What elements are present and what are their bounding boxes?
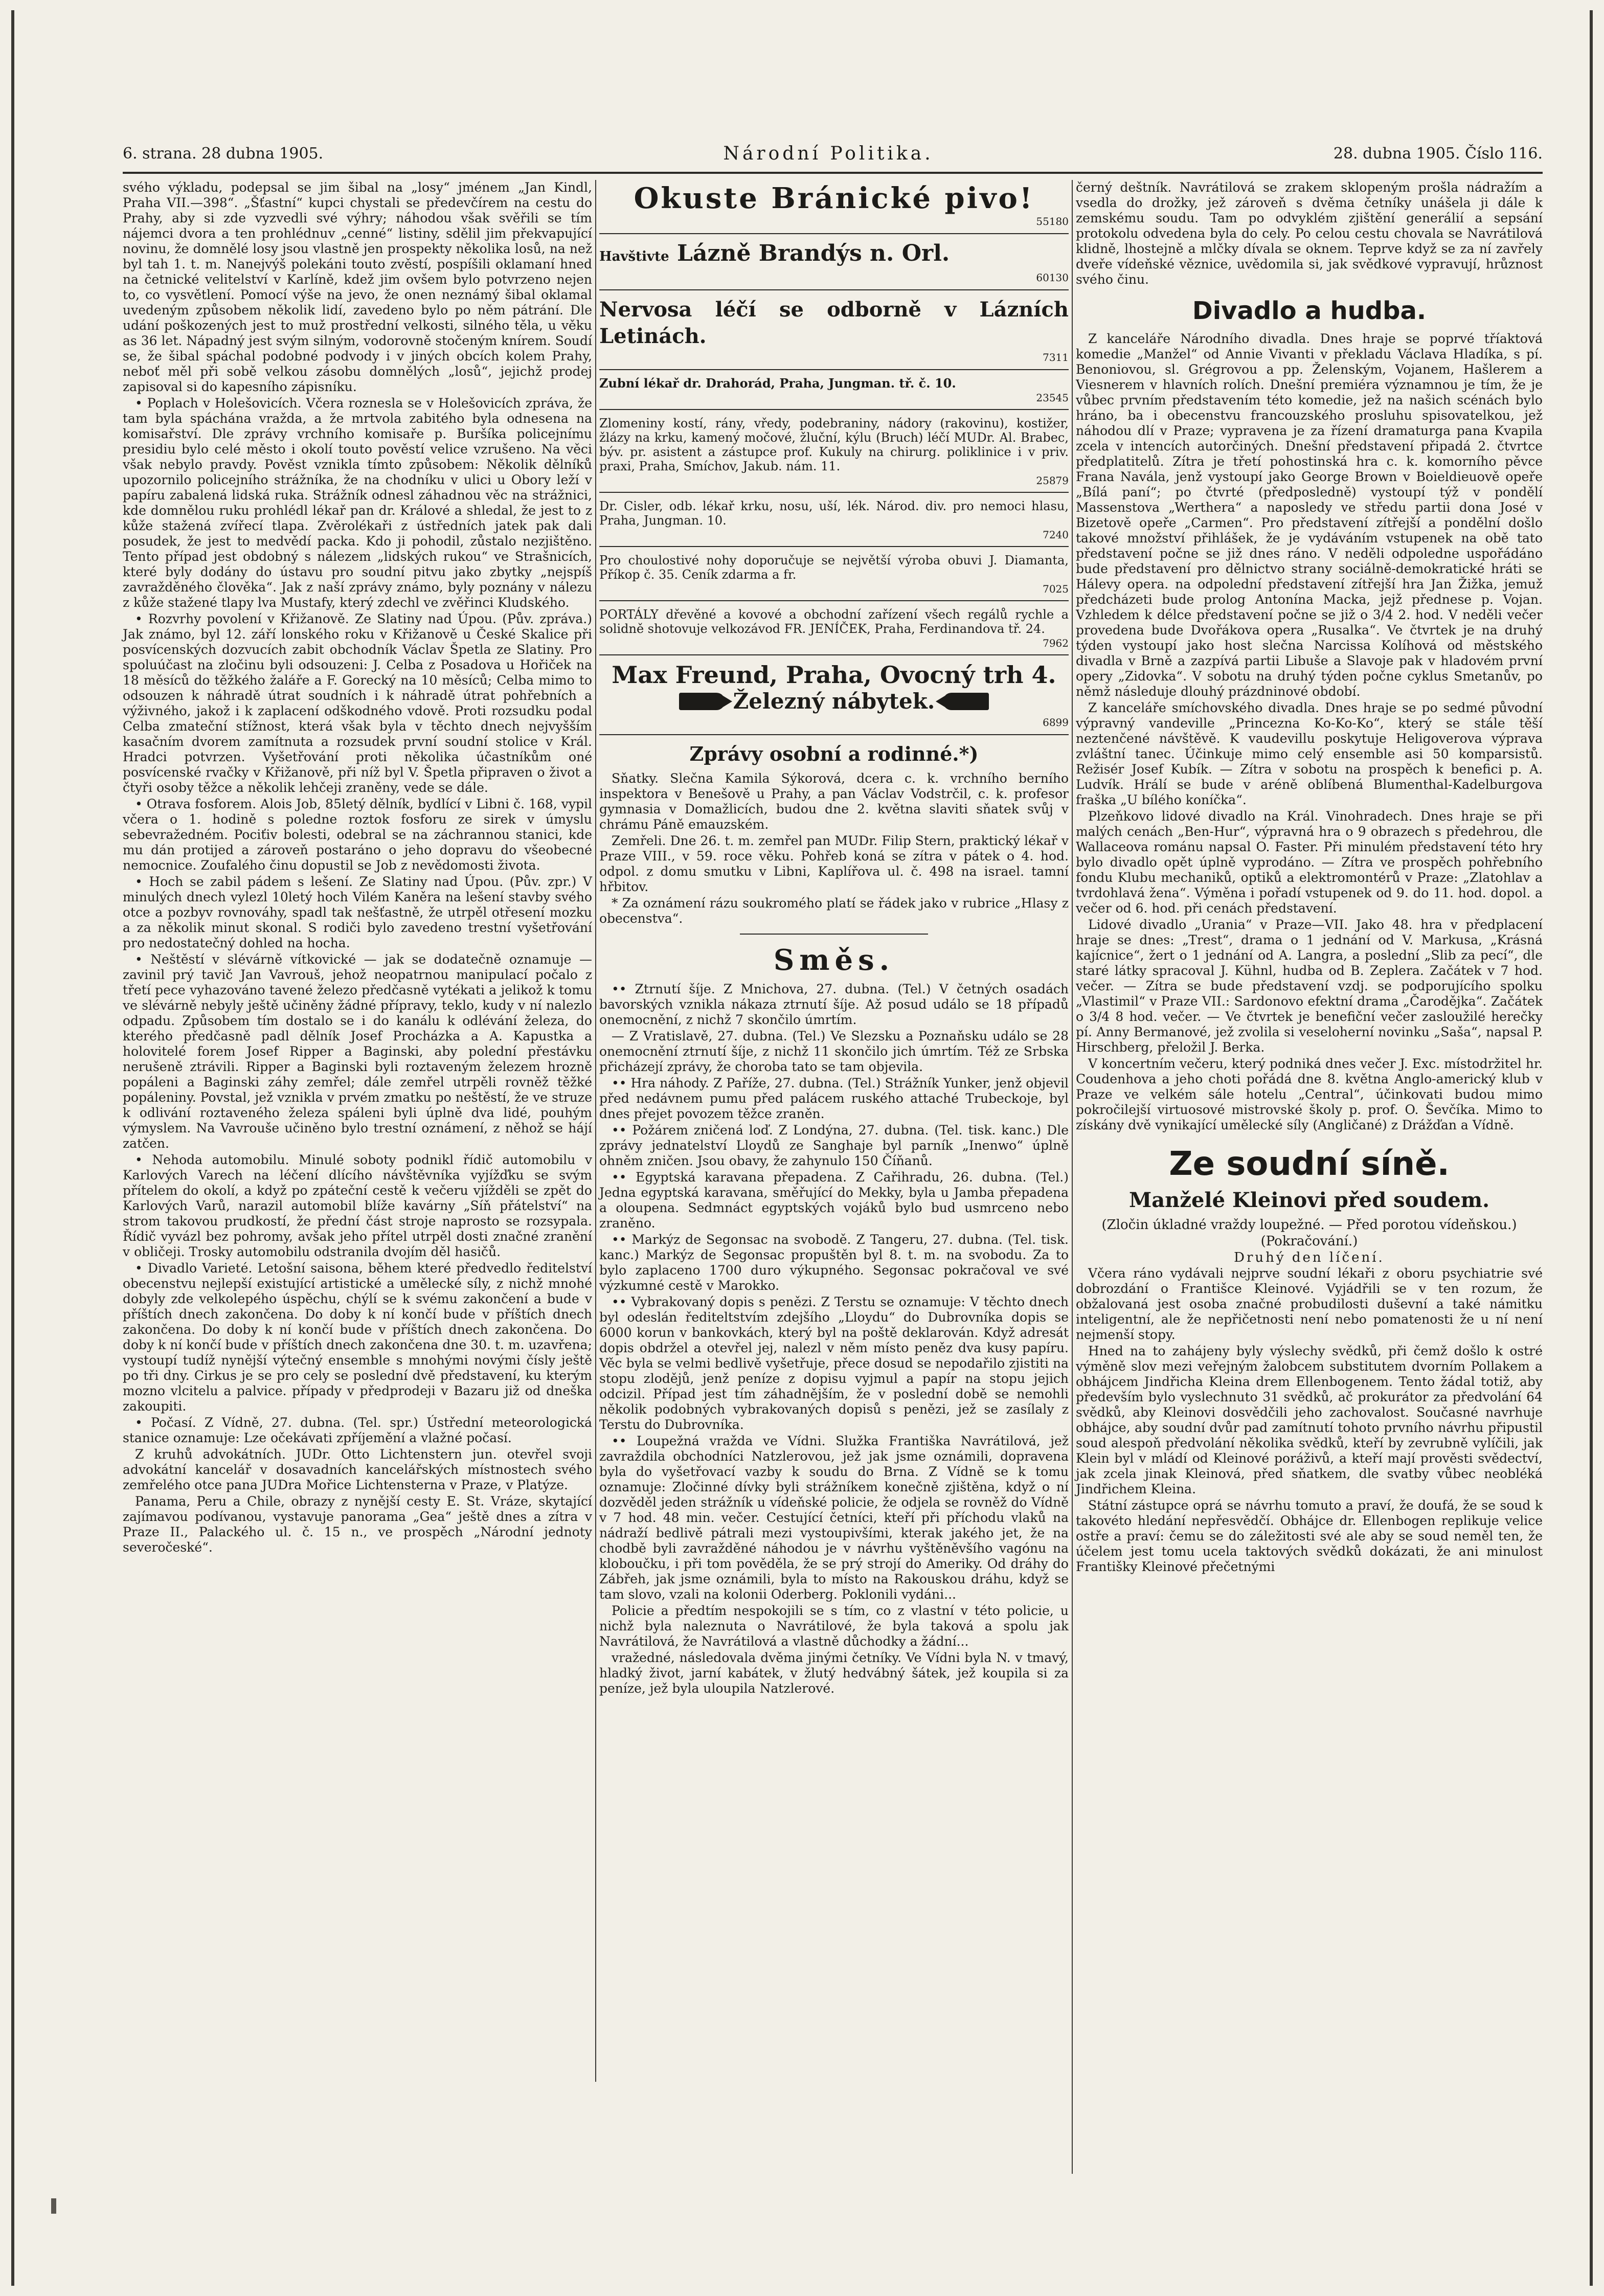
ad-text: Zlomeniny kostí, rány, vředy, podebraniny, nádory (rakovinu), kostižer, žlázy na krku, kamený močové, žluční, kýlu (Bruch) léčí MUDr. Al. Brabec, býv. pr. asistent a zástupce prof. Kukuly na chirurg. poliklinice i v priv. praxi, Praha, Smíchov, Jakub. nám. 11. bbox=[599, 416, 1069, 473]
column-1 bbox=[123, 180, 592, 2082]
ad-number: 6899 bbox=[1043, 716, 1069, 729]
section-divider bbox=[740, 934, 928, 935]
ad-zubni-lekar bbox=[599, 373, 1069, 410]
article-continuation-note: (Pokračování.) bbox=[1260, 1234, 1358, 1249]
article-paragraph: • Hoch se zabil pádem s lešení. Ze Slatiny nad Úpou. (Pův. zpr.) V minulých dnech vylezl 10letý hoch Vilém Kaněra na lešení stavby svého otce a pozbyv rovnováhy, spadl tak nešťastně, že utrpěl otřesení mozku a za několik minut skonal. S rodiči bylo zavedeno trestní vyšetřování pro nedostatečný dohled na hocha. bbox=[123, 874, 592, 950]
ad-prefix: Havštivte bbox=[599, 249, 669, 264]
article-paragraph: Z kanceláře Národního divadla. Dnes hraje se poprvé tříaktová komedie „Manžel“ od Annie Vivanti v překladu Václava Hladíka, s pí. Benoniovou, sl. Grégrovou a pp. Želenským, Vojanem, Hašlerem a Viesnerem v hlavních rolích. Dnešní premiéra významnou je tím, že je vůbec prvním představením této komedie, jež na našich scénách bylo hráno, ba i obecenstvu francouzského prosluhu spisovatelkou, jež náhodou dlí v Praze; vypravena je za řízení dramaturga pana Kvapila zcela v intencích autorčiných. Dnešní představení připadá 2. čtvrtce předplatitelů. Zítra je třetí pohostinská hra c. k. komorního pěvce Frana Navála, jenž vystoupí jako George Brown v Boieldieuově opeře „Bílá paní“; po čtvrté (předposledně) vystoupí týž v pondělí Massenstova „Werthera“ a naposledy ve středu partii dona José v Bizetově opeře „Carmen“. Pro představení zítřejší a pondělní došlo takové množství přihlášek, že je vydáváním vstupenek na obě tato představení počne se již dnes ráno. V neděli odpoledne uspořádáno bude představení pro dělnictvo strany sociálně-demokratické hráti se Hálevy opera. na odpolední představení zítřejší hra Jan Žižka, jemuž předcházeti bude prolog Antonína Macka, jejž přednese p. Vojan. Vzhledem k délce představení počne se již o 3/4 2. hod. V neděli večer provedena bude Dvořákova opera „Rusalka“. Ve čtvrtek je na druhý týden vystoupí jako host slečna Narcissa Kolíhová od městského divadla v Brně a zazpívá partii Libuše a Slavoje pak v hladovém první opery „Zidovka“. V sobotu na druhý týden počne cyklus Smetanův, po němž následuje dlouhý prázdninové období. bbox=[1076, 331, 1543, 699]
column-2 bbox=[599, 180, 1069, 1696]
article-paragraph: Státní zástupce oprá se návrhu tomuto a praví, že doufá, že se soud k takovéto hledání nepřesvědčí. Obhájce dr. Ellenbogen replikuje velice ostře a praví: čemu se do záležitosti své ale aby se soud neměl ten, že účelem jest tomu ucela taktových svědků dokázati, že ani minulost Františky Kleinové přečetnými bbox=[1076, 1498, 1543, 1574]
article-paragraph: svého výkladu, podepsal se jim šibal na „losy“ jménem „Jan Kindl, Praha VII.—398“. „Šťastní“ kupci chystali se předevčírem na cestu do Prahy, aby si zde vyzvedli své výhry; náhodou však svěřili se tím nájemci dvora a ten prohlédnuv „cenné“ listiny, sdělil jim překvapující novinu, že domnělé losy jsou vlastně jen prospekty několika losů, na než byl tah 1. t. m. Nanejvýš polekáni touto zvěstí, pospíšili oklamaní hned na četnické velitelství v Karlíně, kdež jim ovšem bylo potvrzeno nejen to, co vysvětlení. Pomocí výše na jevo, že onen neznámý šibal oklamal uvedeným způsobem několik lidí, zavedeno bylo po něm pátrání. Dle udání poškozených jest to muž prostřední velkosti, silného těla, u věku as 36 let. Nápadný jest svým silným, vodorovně stočeným knírem. Soudí se, že šibal spáchal podobné podvody i v jiných obcích kolem Prahy, neboť měl při sobě velkou zásobu domnělých „losů“, jejichž prodej zapisoval si do kapesního zápisníku. bbox=[123, 180, 592, 394]
section-title-soudni-sin: Ze soudní síně. bbox=[1169, 1145, 1450, 1183]
ad-number: 60130 bbox=[1036, 271, 1069, 284]
pointing-hand-icon bbox=[679, 693, 725, 710]
article-paragraph: • Počasí. Z Vídně, 27. dubna. (Tel. spr.) Ústřední meteorologická stanice oznamuje: Lze očekávati zpříjemění a vlažné počasí. bbox=[123, 1415, 592, 1445]
article-paragraph: • Poplach v Holešovicích. Včera roznesla se v Holešovicích zpráva, že tam byla spáchána vražda, a že mrtvola zabitého byla odnesena na komisařství. Dle zprávy vrchního komisaře p. Buršíka policejnímu presidiu bylo celé město i okolí touto pověstí velice vzrušeno. Na věci však nebylo pravdy. Pověst vznikla tímto způsobem: Několik dělníků upozornilo policejního strážníka, že na chodníku v ulici u Obory leží v papíru zabalená lidská ruka. Strážník odnesl záhadnou věc na strážnici, kde domnělou ruku prohlédl lékař pan dr. Králové a shledal, že jest to z kůže stažená zvířecí tlapa. Zvěrolékaři z ústředních jatek pak dali posudek, že jest to medvědí packa. Kdo ji pohodil, zůstalo nezjištěno. Tento případ jest obdobný s nálezem „lidských rukou“ ve Strašnicích, které byly dodány do ústavu pro soudní pitvu jako zbytky „nejspíš zavražděného člověka“. Jak z naší zprávy známo, byly poznány v nálezu z kůže stažené tlapy lva Mustafy, který zdechl ve zvěřinci Kludského. bbox=[123, 396, 592, 610]
ad-number: 55180 bbox=[1036, 215, 1069, 228]
article-paragraph: •• Požárem zničená loď. Z Londýna, 27. dubna. (Tel. tisk. kanc.) Dle zprávy jednatelství Lloydů ze Sanghaje byl parník „Inenwo“ úplně ohněm zničen. Jsou obavy, že zahynulo 150 Číňanů. bbox=[599, 1123, 1069, 1168]
ad-choulostive-nohy bbox=[599, 550, 1069, 601]
ad-text: PORTÁLY dřevěné a kovové a obchodní zařízení všech regálů rychle a solidně shotovuje velkozávod FR. JENÍČEK, Praha, Ferdinandova tř. 24. bbox=[599, 607, 1069, 636]
article-paragraph: •• Markýz de Segonsac na svobodě. Z Tangeru, 27. dubna. (Tel. tisk. kanc.) Markýz de Segonsac propuštěn byl 8. t. m. na svobodu. Za to bylo zaplaceno 1700 duro výkupného. Segonsac pokračoval ve své výzkumné cestě v Marokko. bbox=[599, 1232, 1069, 1293]
article-paragraph: černý deštník. Navrátilová se zrakem sklopeným prošla nádražím a vsedla do drožky, jež zároveň s dvěma četníky unášela ji dále k zemskému soudu. Tam po odvyklém zjištění generálií a sepsání protokolu odvedena byla do cely. Po celou cestu chovala se Navrátilová klidně, lhostejně a mlčky dívala se oknem. Teprve když se za ní zavřely dveře vídeňské věznice, uvědomila si, jak svědkové vypravují, hrůznost svého činu. bbox=[1076, 180, 1543, 287]
article-paragraph: Hned na to zahájeny byly výslechy svědků, při čemž došlo k ostré výměně slov mezi veřejným žalobcem substitutem dvorním Pollakem a obhájcem Jindřicha Kleina drem Ellenbogenem. Tento žádal totiž, aby především bylo vyslechnuto 31 svědků, ač prokurátor za předvolání 64 svědků, aby Kleinovi dosvědčili jeho zachovalost. Současné navrhuje obhájce, aby soudní dvůr pad zamítnutí tohoto prvního návrhu připustil soud alespoň předvolání několika svědků, kteří by zevrubně vylíčili, jak Klein byl v mládí od Kleinové poráživů, a kteří mají prověsti svědectví, jak zcela jinak Kleinová, před sňatkem, dle svatby vůbec neobléká Jindřichem Kleina. bbox=[1076, 1344, 1543, 1496]
article-paragraph: •• Ztrnutí šíje. Z Mnichova, 27. dubna. (Tel.) V četných osadách bavorských vznikla nákaza ztrnutí šíje. Až posud událo se 18 případů onemocnění, z nichž 7 skončilo úmrtím. bbox=[599, 982, 1069, 1027]
article-subheadline: (Zločin úkladné vraždy loupežné. — Před porotou vídeňskou.) bbox=[1101, 1217, 1517, 1233]
article-headline: Manželé Kleinovi před soudem. bbox=[1128, 1188, 1490, 1212]
ad-number: 7962 bbox=[1043, 637, 1069, 649]
article-paragraph: • Nehoda automobilu. Minulé soboty podnikl řídič automobilu v Karlových Varech na léčení dlícího návštěvníka vyjížďku se svým přítelem do okolí, a když po zpáteční cestě k večeru vjížděli se zpět do Karlových Varů, narazil automobil blíže kavárny „Síň přátelství“ na strom takovou prudkostí, že přední část stroje naprosto se rozsypala. Řídič vyvázl bez pohromy, avšak jeho přítel utrpěl dosti značné zranění v obličeji. Trosky automobilu odstranila dvojím děl hasičů. bbox=[123, 1152, 592, 1259]
ad-text: Zubní lékař dr. Drahorád, Praha, Jungman. tř. č. 10. bbox=[599, 376, 956, 391]
article-paragraph: Z kanceláře smíchovského divadla. Dnes hraje se po sedmé původní výpravný vandeville „Princezna Ko-Ko-Ko“, který se stále těší neztenčené návštěvě. K vaudevillu poskytuje Heligoverova výprava zvláštní tanec. Účinkuje mimo celý ensemble asi 50 komparsistů. Režisér Josef Kubík. — Zítra v sobotu na prospěch k benefici p. A. Ludvík. Hrálí se bude v aréně oblíbená Blumenthal-Kadelburgova fraška „U bílého koníčka“. bbox=[1076, 700, 1543, 807]
ad-headline: Okuste Bránické pivo! bbox=[634, 181, 1034, 215]
article-paragraph: V koncertním večeru, který podniká dnes večer J. Exc. místodržitel hr. Coudenhova a jeho choti pořádá dne 8. května Anglo-americký klub v Praze ve velkém sále hotelu „Central“, účinkovati budou mimo pokročilejší virtuosové mistrovské školy p. prof. O. Ševčíka. Mimo to získány dvě vynikající umělecké síly (Angličané) z Drážďan a Vídně. bbox=[1076, 1056, 1543, 1132]
header-rule bbox=[123, 172, 1543, 174]
page-header bbox=[123, 138, 1543, 169]
article-paragraph: * Za oznámení rázu soukromého platí se řádek jako v rubrice „Hlasy z obecenstva“. bbox=[599, 896, 1069, 926]
ad-dr-cisler bbox=[599, 496, 1069, 547]
column-3 bbox=[1076, 180, 1543, 2174]
column-divider bbox=[595, 180, 596, 2082]
section-title-smes: Směs. bbox=[773, 943, 895, 977]
article-paragraph: • Neštěstí v slévárně vítkovické — jak se dodatečně oznamuje — zavinil prý tavič Jan Vavrouš, jehož neopatrnou manipulací počalo z třetí pece vyhazováno tavené železo předčasně vytékati a jelikož k tomu ve slévárně nebyly ještě učiněny žádné přípravy, teklo, kudy v ní nalezlo odpadu. Způsobem tím dostalo se i do kanálu k odlévání železa, do kterého předčasně padl dělník Josef Procházka a A. Kapustka a holovitelé forem Josef Ripper a Baginski, aby polední přestávku nerušeně ztrávili. Ripper a Baginski byli roztaveným železem hrozně popáleni a Baginski záhy zemřel; dále zemřel utrpěli rovněž těžké popáleniny. Povstal, jež vznikla v prvém zmatku po neštěstí, že ve struze k odlivání roztaveného železa spáleni byli úplně dva lidé, pouhým výmyslem. Na Vavrouše učiněno bylo trestní oznámení, z něhož se hájí zatčen. bbox=[123, 952, 592, 1151]
pointing-hand-icon bbox=[943, 693, 989, 710]
article-paragraph: vražedné, následovala dvěma jinými četníky. Ve Vídni byla N. v tmavý, hladký život, jarní kabátek, v žlutý hedvábný šátek, jež koupila si za peníze, jež byla uloupila Natzlerové. bbox=[599, 1650, 1069, 1696]
article-paragraph: •• Vybrakovaný dopis s penězi. Z Terstu se oznamuje: V těchto dnech byl odeslán řediteltstvím zdejšího „Lloydu“ do Dubrovníka dopis se 6000 korun v bankovkách, který byl na poště deklarován. Když adresát dopis obdržel a otevřel jej, nalezl v něm místo peněz dva kusy papíru. Věc byla se velmi bedlivě vyšetřuje, přece dosud se nepodařilo zjistiti na stopu zlodějů, jenž peníze z dopisu vyjmul a papír na stopu jejich odcizil. Případ jest tím záhadnějším, že v poslední době se nemohli několik podobných vybrakovaných dopisů s penězi, jež se zasílaly z Terstu do Dubrovníka. bbox=[599, 1294, 1069, 1432]
ad-furniture-line bbox=[599, 688, 1069, 715]
scan-edge-left bbox=[11, 10, 14, 2286]
ad-nervosa bbox=[599, 293, 1069, 370]
scan-artifact bbox=[51, 2198, 56, 2214]
article-paragraph: Zemřeli. Dne 26. t. m. zemřel pan MUDr. Filip Stern, praktický lékař v Praze VIII., v 59. roce věku. Pohřeb koná se zítra v pátek o 4. hod. odpol. z domu smutku v Libni, Kaplířova ul. č. 498 na israel. tamní hřbitov. bbox=[599, 833, 1069, 894]
article-paragraph: •• Egyptská karavana přepadena. Z Cařihradu, 26. dubna. (Tel.) Jedna egyptská karavana, směřující do Mekky, byla u Jamba přepadena a oloupena. Sedmnáct egyptských vojáků bylo bud usmrceno nebo zraněno. bbox=[599, 1170, 1069, 1231]
ad-headline: Nervosa léčí se odborně v Lázních Letinách. bbox=[599, 298, 1069, 348]
ad-text: Dr. Cisler, odb. lékař krku, nosu, uší, lék. Národ. div. pro nemoci hlasu, Praha, Jungman. 10. bbox=[599, 499, 1069, 528]
ad-headline: Lázně Brandýs n. Orl. bbox=[677, 240, 950, 266]
article-paragraph: • Otrava fosforem. Alois Job, 85letý dělník, bydlící v Libni č. 168, vypil včera o 1. hodině s poledne roztok fosforu ze sirek v úmyslu sebevražedném. Pociťiv bolesti, odebral se na záchrannou stanici, kde mu dán protijed a zároveň postaráno o jeho dopravu do všeobecné nemocnice. Zoufalého činu dopustil se Job z nevědomosti života. bbox=[123, 797, 592, 873]
ad-number: 7025 bbox=[1043, 583, 1069, 595]
article-paragraph: Sňatky. Slečna Kamila Sýkorová, dcera c. k. vrchního berního inspektora v Benešově u Prahy, a pan Václav Vodstrčil, c. k. profesor gymnasia v Domažlicích, budou dne 2. května slaviti sňatek svůj v chrámu Páně emauzském. bbox=[599, 771, 1069, 832]
article-paragraph: Z kruhů advokátních. JUDr. Otto Lichtenstern jun. otevřel svoji advokátní kancelář v dosavadních kancelářských místnostech svého zemřelého otce pana JUDra Mořice Lichtensterna v Praze, v Platýze. bbox=[123, 1447, 592, 1492]
header-right: 28. dubna 1905. Číslo 116. bbox=[1333, 144, 1543, 163]
article-paragraph: Policie a předtím nespokojili se s tím, co z vlastní v této policie, u nichž byla naleznuta o Navrátilové, že byla taková a spolu jak Navrátilová, že Navrátilová a vlastně důchodky a žádní... bbox=[599, 1603, 1069, 1649]
ad-zlomeniny bbox=[599, 413, 1069, 493]
article-paragraph: •• Hra náhody. Z Paříže, 27. dubna. (Tel.) Strážník Yunker, jenž objevil před nedávnem pumu před palácem ruského attaché Trubeckoje, byl dnes přejet povozem těžce zraněn. bbox=[599, 1076, 1069, 1121]
ad-number: 7311 bbox=[1043, 351, 1069, 363]
ad-headline: Max Freund, Praha, Ovocný trh 4. bbox=[612, 661, 1056, 689]
article-paragraph: Panama, Peru a Chile, obrazy z nynější cesty E. St. Vráze, skytající zajímavou podívanou, vystavuje panorama „Gea“ ještě dnes a zítra v Praze II., Palackého ul. č. 15 n., ve prospěch „Národní jednoty severočeské“. bbox=[123, 1494, 592, 1555]
ad-text: Pro choulostivé nohy doporučuje se největší výroba obuvi J. Diamanta, Příkop č. 35. Ceník zdarma a fr. bbox=[599, 553, 1069, 582]
column-divider bbox=[1072, 180, 1073, 2174]
ad-branicke-pivo bbox=[599, 180, 1069, 234]
article-paragraph: — Z Vratislavě, 27. dubna. (Tel.) Ve Slezsku a Poznaňsku událo se 28 onemocnění ztrnutí šíje, z nichž 11 skončilo jich úmrtím. Též ze Srbska přicházejí zprávy, že choroba tato se tam objevila. bbox=[599, 1029, 1069, 1074]
article-paragraph: Lidové divadlo „Urania“ v Praze—VII. Jako 48. hra v předplacení hraje se dnes: „Trest“, drama o 1 jednání od V. Markusa, „Krásná kajícnice“, žert o 1 jednání od A. Langra, a poslední „Slib za pecí“, dle staré látky spracoval J. Kühnl, hudba od B. Zeplera. Začátek v 7 hod. večer. — Zítra se bude představení vzdj. se podporujícího spolku „Vlastimil“ v Praze VII.: Sardonovo efektní drama „Čarodějka“. Začátek o 3/4 8 hod. večer. — Ve čtvrtek je benefiční večer zasloužilé herečky pí. Anny Bermanové, jež zvolila si veseloherní novinku „Saša“, napsal P. Hirschberg, přeložil J. Berka. bbox=[1076, 917, 1543, 1055]
scan-edge-right bbox=[1590, 10, 1593, 2286]
ad-lazne-brandys bbox=[599, 237, 1069, 290]
masthead-title: Národní Politika. bbox=[723, 143, 934, 164]
ad-subheadline: Železný nábytek. bbox=[733, 689, 935, 714]
ad-portaly bbox=[599, 604, 1069, 655]
ad-number: 23545 bbox=[1036, 392, 1069, 404]
article-paragraph: Plzeňkovo lidové divadlo na Král. Vinohradech. Dnes hraje se při malých cenách „Ben-Hur“, výpravná hra o 9 obrazech s předehrou, dle Wallaceova románu napsal O. Faster. Při minulém představení této hry bylo divadlo opět úplně vyprodáno. — Zítra ve prospěch pohřebního fondu Klubu mechaniků, optiků a elektromontérů v Praze: „Zlatohlav a tvrdohlavá žena“. Výměna i pořadí vstupenek od 9. do 11. hod. dopol. a večer od 6. hod. při cenách představení. bbox=[1076, 809, 1543, 916]
article-paragraph: • Divadlo Varieté. Letošní saisona, během které předvedlo ředitelství obecenstvu nejlepší existující artistické a umělecké síly, z nichž mnohé dobyly zde velkolepého úspěchu, chýlí se k svému zakončení a bude v příštích dnech zakončena. Do doby k ní končí bude v příštích dnech zakončena. Do doby k ní končí bude v příštích dnech zakončena. Do doby k ní končí bude v příštích dnech zakončena dne 30. t. m. uzavřena; vystoupí tudíž nynější výtečný ensemble s mnohými novými čísly ještě po tři dny. Cirkus je se pro cely se poslední dvě představení, ku kterým mozno vlcitelu a palvice. případy v předprodeji v Bazaru již od dneška zakoupiti. bbox=[123, 1261, 592, 1414]
article-day-heading: Druhý den líčení. bbox=[1234, 1250, 1385, 1265]
section-title-zpravy: Zprávy osobní a rodinné.*) bbox=[689, 742, 979, 765]
header-left: 6. strana. 28 dubna 1905. bbox=[123, 144, 324, 163]
ad-max-freund bbox=[599, 658, 1069, 735]
article-paragraph: •• Loupežná vražda ve Vídni. Služka Františka Navrátilová, jež zavraždila obchodníci Natzlerovou, jež jak jsme oznámili, dopravena byla do vyšetřovací vazby k soudu do Brna. Z Vídně se k tomu oznamuje: Zločinné dívky byli strážníkem konečně zjištěna, když o ní dozvěděl jeden strážník u vídeňské policie, že odjela se rovněž do Vídně v 7 hod. 48 min. večer. Cestující četníci, kteří při příchodu vlaků na nádraží bedlivě pátrali mezi vystoupivšími, kterak jakého jet, že na chodbě byli zavražděné náhodou je v návrhu vyštěněvšího vagónu na kloboučku, i při tom pověděla, že se prý strojí do Ameriky. Od dráhy do Zábřeh, jak jsme oznámili, byla to místo na Rakouskou dráhu, když se tam slovo, vzali na kolonii Oderberg. Poklonili vydáni... bbox=[599, 1434, 1069, 1602]
article-paragraph: • Rozvrhy povolení v Křižanově. Ze Slatiny nad Úpou. (Pův. zpráva.) Jak známo, byl 12. září lonského roku v Křižanově u České Skalice při posvícenských dozvucích zabit obchodník Václav Špetla ze Slatiny. Pro spoluúčast na zločinu byli odsouzeni: J. Celba z Posadova u Hořiček na 18 měsíců do těžkého žaláře a F. Gorecký na 10 měsíců; Celba mimo to odsouzen k náhradě útrat soudních i k náhradě útrat pohřebních a výživného, jakož i k zaplacení odškodného vdově. Proti rozsudku podal Celba zmateční stížnost, která však byla v těchto dnech nejvyšším kasačním dvorem zamítnuta a rozsudek první soudní stolice v Král. Hradci potvrzen. Vyšetřování proti několika účastníkům oné posvícenské rvačky v Křižanově, při níž byl V. Špetla připraven o život a čtyři osoby těžce a několik lehčeji zraněny, vede se dále. bbox=[123, 611, 592, 795]
ad-number: 7240 bbox=[1043, 529, 1069, 541]
article-paragraph: Včera ráno vydávali nejprve soudní lékaři z oboru psychiatrie své dobrozdání o Františce Kleinové. Vyjádřili se v ten rozum, že obžalovaná jest osoba značné probudilosti duševní a také námitku inteligentní, ale že nepřičetnosti není nebo pomatenosti že u ní není nejmenší stopy. bbox=[1076, 1266, 1543, 1342]
ad-number: 25879 bbox=[1036, 474, 1069, 487]
section-title-divadlo: Divadlo a hudba. bbox=[1192, 297, 1427, 325]
